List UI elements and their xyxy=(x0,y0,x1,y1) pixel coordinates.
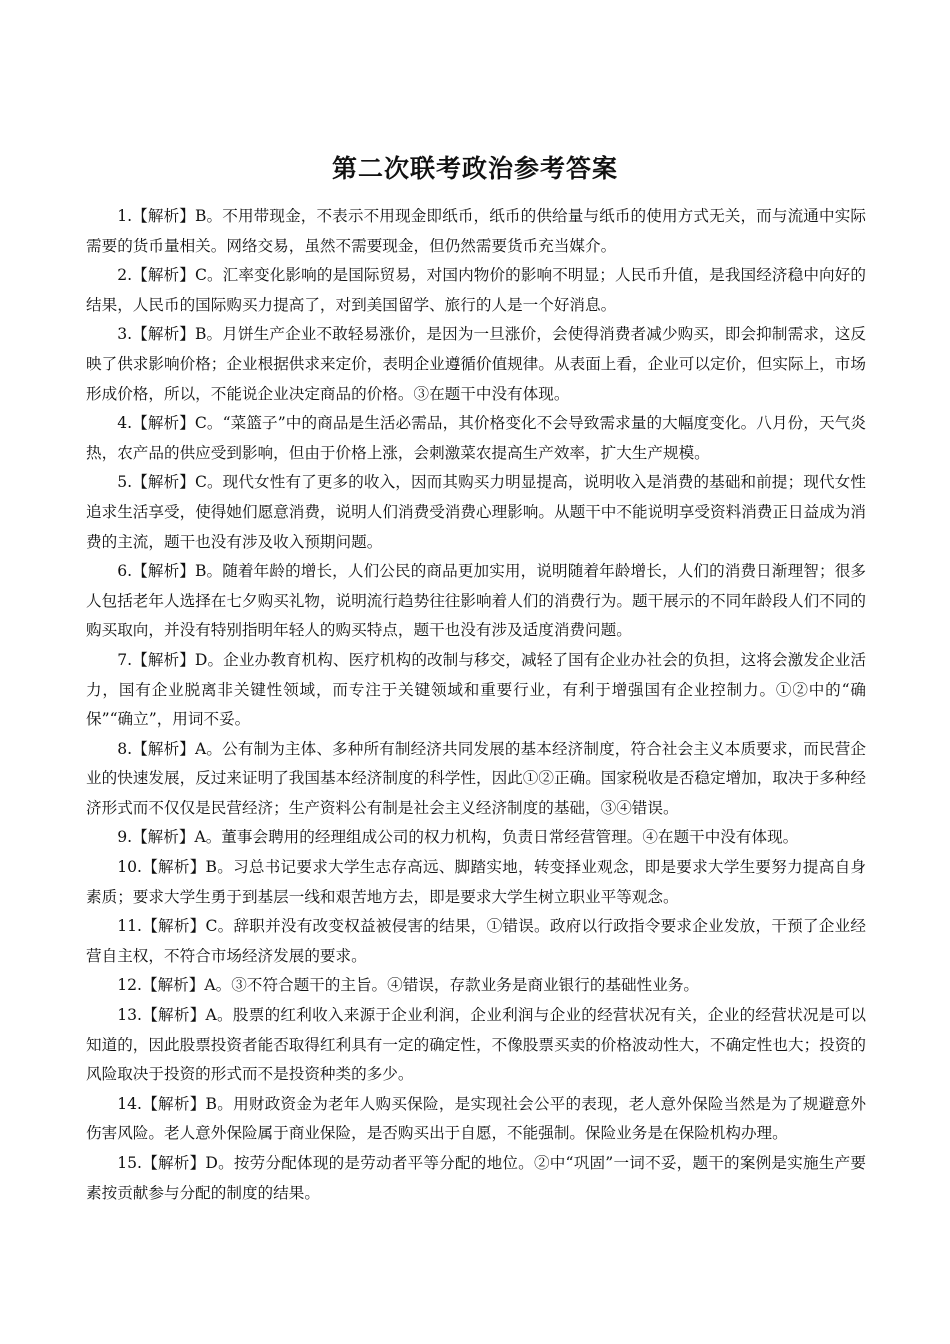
page-title: 第二次联考政治参考答案 xyxy=(331,154,618,183)
answer-item-11: 11.【解析】C。辞职并没有改变权益被侵害的结果，①错误。政府以行政指令要求企业发放，干预了企业经营自主权，不符合市场经济发展的要求。 xyxy=(86,917,866,965)
answer-item-6: 6.【解析】B。随着年龄的增长，人们公民的商品更加实用，说明随着年龄增长，人们的消费日渐理智；很多人包括老年人选择在七夕购买礼物，说明流行趋势往往影响着人们的消费行为。题干展示的不同年龄段人们不同的购买取向，并没有特别指明年轻人的购买特点，题干也没有涉及适度消费问题。 xyxy=(86,562,866,640)
answer-item-8: 8.【解析】A。公有制为主体、多种所有制经济共同发展的基本经济制度，符合社会主义本质要求，而民营企业的快速发展，反过来证明了我国基本经济制度的科学性，因此①②正确。国家税收是否稳定增加，取决于多种经济形式而不仅仅是民营经济；生产资料公有制是社会主义经济制度的基础，③④错误。 xyxy=(86,739,866,817)
answer-list xyxy=(86,202,866,1208)
answer-item-13: 13.【解析】A。股票的红利收入来源于企业利润，企业利润与企业的经营状况有关，企业的经营状况是可以知道的，因此股票投资者能否取得红利具有一定的确定性，不像股票买卖的价格波动性大，不确定性也大；投资的风险取决于投资的形式而不是投资种类的多少。 xyxy=(86,1006,866,1084)
answer-item-9: 9.【解析】A。董事会聘用的经理组成公司的权力机构，负责日常经营管理。④在题干中没有体现。 xyxy=(117,828,799,847)
answer-item-10: 10.【解析】B。习总书记要求大学生志存高远、脚踏实地，转变择业观念，即是要求大学生要努力提高自身素质；要求大学生勇于到基层一线和艰苦地方去，即是要求大学生树立职业平等观念。 xyxy=(86,858,866,906)
answer-item-1: 1.【解析】B。不用带现金，不表示不用现金即纸币，纸币的供给量与纸币的使用方式无关，而与流通中实际需要的货币量相关。网络交易，虽然不需要现金，但仍然需要货币充当媒介。 xyxy=(86,207,866,255)
answer-item-3: 3.【解析】B。月饼生产企业不敢轻易涨价，是因为一旦涨价，会使得消费者减少购买，即会抑制需求，这反映了供求影响价格；企业根据供求来定价，表明企业遵循价值规律。从表面上看，企业可以定价，但实际上，市场形成价格，所以，不能说企业决定商品的价格。③在题干中没有体现。 xyxy=(86,325,866,403)
answer-item-15: 15.【解析】D。按劳分配体现的是劳动者平等分配的地位。②中“巩固”一词不妥，题干的案例是实施生产要素按贡献参与分配的制度的结果。 xyxy=(86,1154,866,1202)
answer-item-7: 7.【解析】D。企业办教育机构、医疗机构的改制与移交，减轻了国有企业办社会的负担，这将会激发企业活力，国有企业脱离非关键性领域，而专注于关键领域和重要行业，有利于增强国有企业控制力。①②中的“确保”“确立”，用词不妥。 xyxy=(86,650,866,729)
answer-item-14: 14.【解析】B。用财政资金为老年人购买保险，是实现社会公平的表现，老人意外保险当然是为了规避意外伤害风险。老人意外保险属于商业保险，是否购买出于自愿，不能强制。保险业务是在保险机构办理。 xyxy=(86,1094,866,1143)
answer-item-2: 2.【解析】C。汇率变化影响的是国际贸易，对国内物价的影响不明显；人民币升值，是我国经济稳中向好的结果，人民币的国际购买力提高了，对到美国留学、旅行的人是一个好消息。 xyxy=(86,266,866,314)
answer-item-4: 4.【解析】C。“菜篮子”中的商品是生活必需品，其价格变化不会导致需求量的大幅度变化。八月份，天气炎热，农产品的供应受到影响，但由于价格上涨，会刺激菜农提高生产效率，扩大生产规模。 xyxy=(86,414,866,462)
answer-item-5: 5.【解析】C。现代女性有了更多的收入，因而其购买力明显提高，说明收入是消费的基础和前提；现代女性追求生活享受，使得她们愿意消费，说明人们消费受消费心理影响。从题干中不能说明享受资料消费正日益成为消费的主流，题干也没有涉及收入预期问题。 xyxy=(86,473,866,551)
answer-item-12: 12.【解析】A。③不符合题干的主旨。④错误，存款业务是商业银行的基础性业务。 xyxy=(117,976,700,995)
